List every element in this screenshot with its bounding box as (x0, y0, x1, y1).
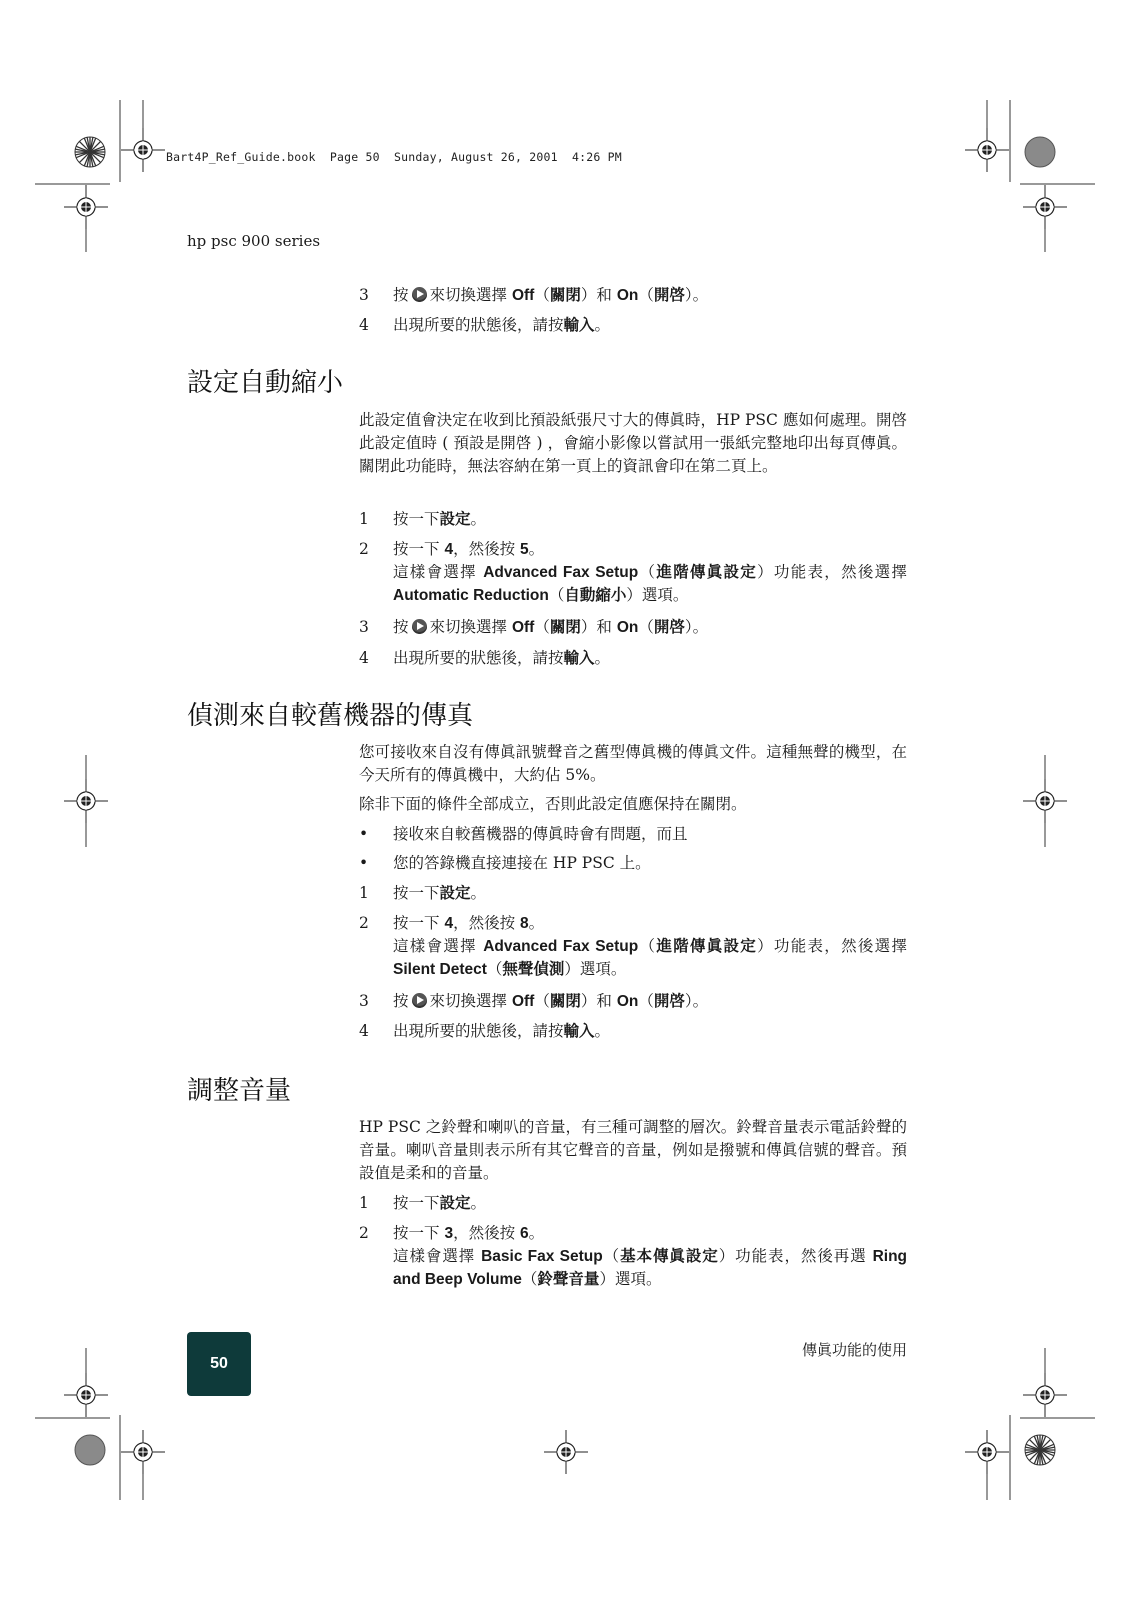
section-paragraph: 您可接收來自沒有傳眞訊號聲音之舊型傳眞機的傳眞文件。這種無聲的機型，在今天所有的傳眞機中，大約佔 5%。 (359, 743, 907, 784)
play-arrow-button-icon (412, 619, 427, 634)
section-heading-silent-detect: 偵測來自較舊機器的傳真 (187, 701, 474, 731)
section-paragraph: 此設定值會決定在收到比預設紙張尺寸大的傳眞時，HP PSC 應如何處理。開啓此設定值時 ( 預設是開啓 ) ，會縮小影像以嘗試用一張紙完整地印出每頁傳眞。關閉此功能時，無法容納在第一頁上的資訊會印在第二頁上。 (359, 411, 907, 475)
footer-chapter-title: 傳眞功能的使用 (801, 1341, 907, 1359)
section-heading-volume: 調整音量 (187, 1076, 292, 1106)
section-heading-auto-reduction: 設定自動縮小 (187, 368, 344, 398)
section-paragraph: HP PSC 之鈴聲和喇叭的音量，有三種可調整的層次。鈴聲音量表示電話鈴聲的音量。喇叭音量則表示所有其它聲音的音量，例如是撥號和傳眞信號的聲音。預設值是柔和的音量。 (359, 1118, 907, 1182)
print-slug: Bart4P_Ref_Guide.book Page 50 Sunday, August 26, 2001 4:26 PM (166, 150, 622, 164)
page-number-box: 50 (187, 1332, 251, 1396)
section-paragraph: 除非下面的條件全部成立，否則此設定值應保持在關閉。 (359, 795, 747, 813)
running-head: hp psc 900 series (187, 232, 321, 250)
play-arrow-button-icon (412, 993, 427, 1008)
play-arrow-button-icon (412, 287, 427, 302)
